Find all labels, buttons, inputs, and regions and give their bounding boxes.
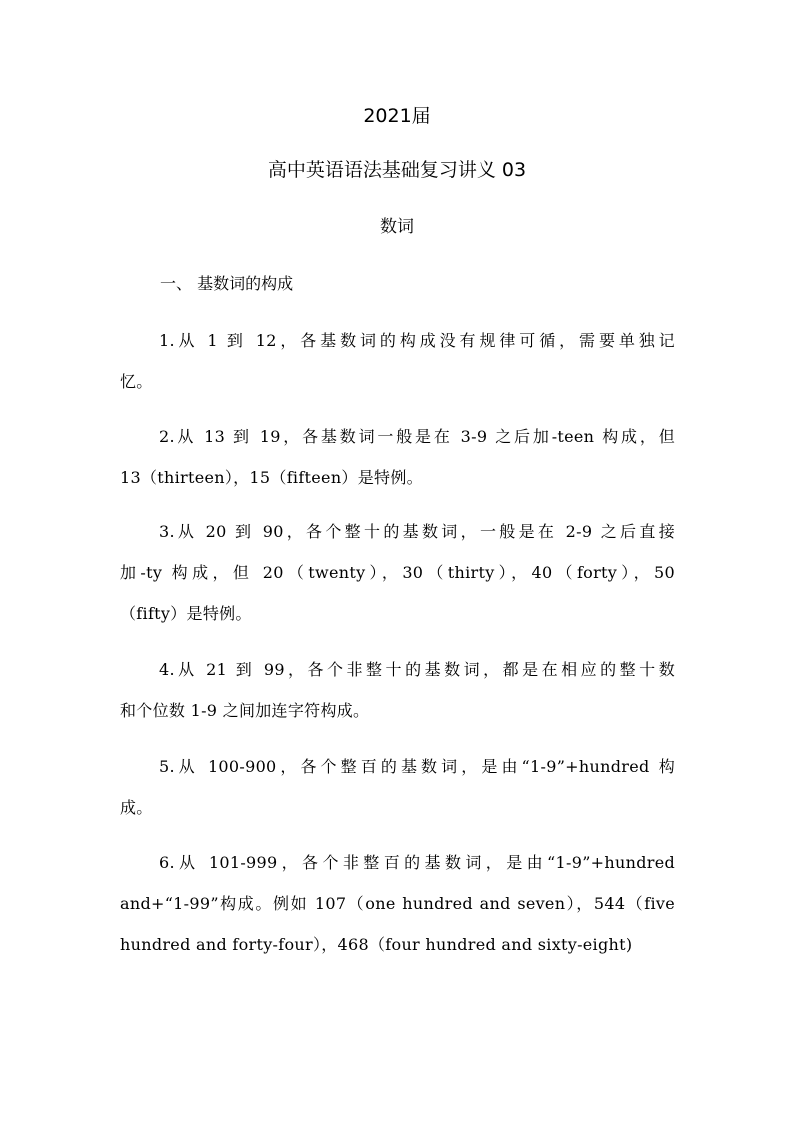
paragraph-line: 忆。	[120, 372, 153, 391]
paragraph-line: hundred and forty-four），468（four hundred and sixty-eight)	[120, 935, 633, 954]
paragraph-line: 和个位数 1-9 之间加连字符构成。	[120, 701, 370, 720]
section-heading: 一、 基数词的构成	[160, 274, 294, 293]
paragraph-line: 成。	[120, 798, 153, 817]
document-year: 2021届	[363, 105, 431, 127]
paragraph-line: 加-ty 构成，但 20（twenty），30（thirty），40（forty），50	[120, 563, 675, 582]
paragraph-line: 1.从 1 到 12，各基数词的构成没有规律可循，需要单独记	[159, 331, 675, 350]
document-title: 高中英语语法基础复习讲义 03	[267, 159, 527, 181]
paragraph-6	[120, 842, 675, 965]
paragraph-line: 3.从 20 到 90，各个整十的基数词，一般是在 2-9 之后直接	[159, 522, 675, 541]
paragraph-5	[120, 746, 675, 828]
paragraph-line: 4.从 21 到 99，各个非整十的基数词，都是在相应的整十数	[159, 660, 675, 679]
paragraph-4	[120, 649, 675, 731]
paragraph-2	[120, 416, 675, 498]
paragraph-line: 2.从 13 到 19，各基数词一般是在 3-9 之后加-teen 构成，但	[159, 427, 675, 446]
paragraph-3	[120, 511, 675, 634]
paragraph-line: and+“1-99”构成。例如 107（one hundred and seven），544（five	[120, 894, 675, 913]
paragraph-line: 6.从 101-999，各个非整百的基数词，是由“1-9”+hundred	[159, 853, 675, 872]
paragraph-line: 5.从 100-900，各个整百的基数词，是由“1-9”+hundred 构	[159, 757, 675, 776]
paragraph-line: 13（thirteen），15（fifteen）是特例。	[120, 468, 423, 487]
paragraph-line: （fifty）是特例。	[120, 604, 252, 623]
document-subtitle: 数词	[380, 217, 414, 237]
paragraph-1	[120, 320, 675, 402]
